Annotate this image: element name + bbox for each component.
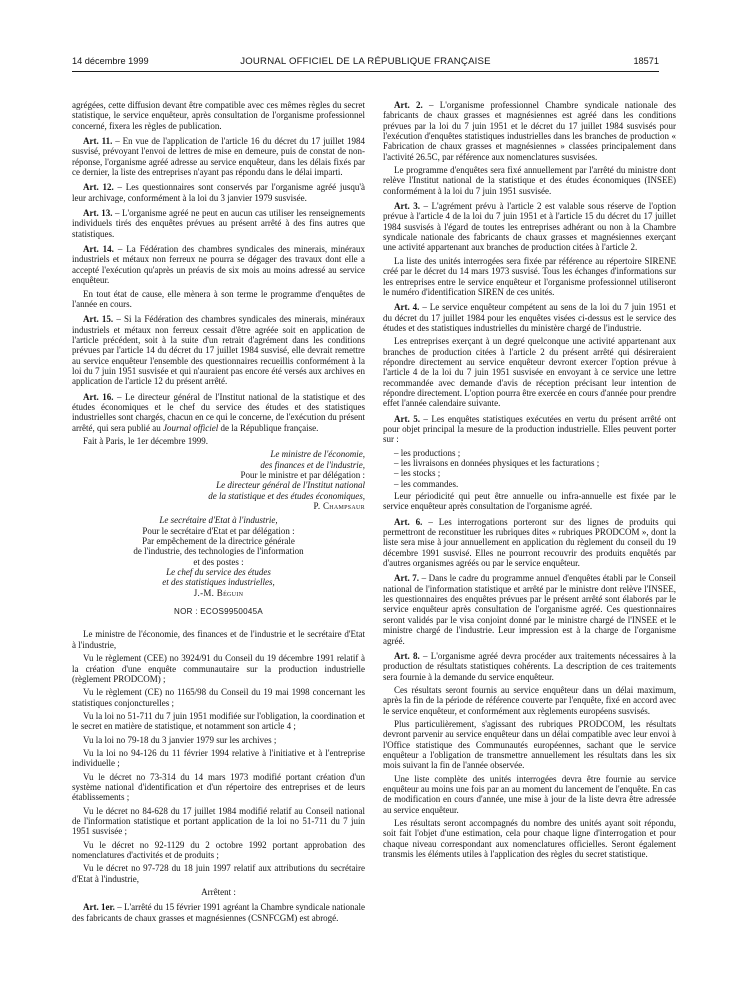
- signature-line: Par empêchement de la directrice générale: [142, 536, 295, 547]
- article-text: – Si la Fédération des chambres syndicales des minerais, minéraux industriels et métaux non ferreux cessait d'être agréée soit en application de l'article précédent, soit à la suite d'un retrait d'agrément dans les conditions prévues par l'article 14 du décret du 17 juillet 1984 susvisé, elle devrait remettre au service enquêteur l'ensemble des questionnaires recueillis conformément à la loi du 7 juin 1951 susvisée et qui n'auraient pas encore été versés aux archives en application de l'article 12 du présent arrêté.: [72, 314, 365, 387]
- article-text: – Les enquêtes statistiques exécutées en vertu du présent arrêté ont pour objet principal la mesure de la production industrielle. Elles peuvent porter sur :: [383, 413, 676, 445]
- vu-clause: Vu le règlement (CE) no 1165/98 du Conseil du 19 mai 1998 concernant les statistiques conjoncturelles ;: [72, 687, 365, 708]
- fait-a-paris: Fait à Paris, le 1er décembre 1999.: [83, 435, 208, 446]
- article-label: Art. 15.: [83, 314, 114, 325]
- vu-clause: Vu la loi no 79-18 du 3 janvier 1979 sur les archives ;: [83, 734, 277, 745]
- article-text: – L'arrêté du 15 février 1991 agréant la Chambre syndicale nationale des fabricants de chaux grasses et magnésiennes (CSNFCGM) est abrogé.: [72, 902, 365, 923]
- article-text: – En vue de l'application de l'article 16 du décret du 17 juillet 1984 susvisé, prévoyant l'envoi de lettres de mise en demeure, puis de constat de non-réponse, l'organisme agréé adresse au service enquêteur, dans les délais fixés par ce dernier, la liste des entreprises n'ayant pas répondu dans le délai imparti.: [72, 136, 365, 178]
- article-text: – Les interrogations porteront sur des lignes de produits qui permettront de reconstituer les rubriques dites « rubriques PRODCOM », dont la liste sera mise à jour annuellement en application du règlement du conseil du 19 décembre 1991 susvisé. Elles ne pourront recouvrir des produits enquêtés par d'autres organismes agréés ou par le service enquêteur.: [383, 516, 676, 569]
- article-8-paragraph: Ces résultats seront fournis au service enquêteur dans un délai maximum, après la fin de la période de référence couverte par l'enquête, fixé en accord avec le service enquêteur, et conformément aux règlements européens susvisés.: [383, 684, 676, 716]
- article-8: [383, 651, 676, 682]
- signature-line: Pour le ministre et par délégation :: [240, 470, 365, 480]
- header-page-number: 18571: [633, 56, 659, 66]
- article-text: – L'organisme agréé devra procéder aux traitements nécessaires à la production de résultats statistiques cohérents. La description de ces traitements sera fournie à la demande du service enquêteur.: [383, 650, 676, 682]
- article-14: [72, 244, 365, 285]
- vu-clause: Vu le décret no 97-728 du 18 juin 1997 relatif aux attributions du secrétaire d'Etat à l'industrie,: [72, 863, 365, 884]
- article-text: – L'organisme agréé ne peut en aucun cas utiliser les renseignements individuels tirés des enquêtes prévues au présent arrêté à des fins autres que statistiques.: [72, 208, 365, 239]
- list-item: – les productions ;: [394, 447, 461, 458]
- signature-block-minister: [72, 449, 365, 511]
- vu-clause: Vu le règlement (CEE) no 3924/91 du Conseil du 19 décembre 1991 relatif à la création d'une enquête communautaire sur la production industrielle (règlement PRODCOM) ;: [72, 653, 365, 684]
- page-header: [72, 56, 659, 70]
- article-label: Art. 12.: [83, 182, 114, 193]
- article-4-paragraph: Les entreprises exerçant à un degré quelconque une activité appartenant aux branches de production citées à l'article 2 du présent arrêté qui désireraient répondre directement au service enquêteur devront exercer l'option prévue à l'article 4 de la loi du 7 juin 1951 susvisée en envoyant à ce service une lettre recommandée avec demande d'avis de réception précisant leur intention de répondre directement. L'option pourra être exercée en cours d'année pour prendre effet l'année calendaire suivante.: [383, 336, 676, 409]
- article-1: [72, 902, 365, 923]
- preamble: Le ministre de l'économie, des finances et de l'industrie et le secrétaire d'Etat à l'industrie,: [72, 629, 365, 650]
- article-label: Art. 8.: [394, 650, 420, 661]
- nor-reference: NOR : ECOS9950045A: [174, 607, 263, 617]
- signature-line: Le chef du service des études: [166, 567, 271, 578]
- article-3-paragraph: La liste des unités interrogées sera fixée par référence au répertoire SIRENE créé par le décret du 14 mars 1973 susvisé. Tous les échanges d'informations sur les entreprises entre le service enquêteur et l'organisme professionnel utiliseront le numéro d'identification SIREN de ces unités.: [383, 255, 676, 297]
- article-2: [383, 100, 676, 162]
- article-label: Art. 2.: [394, 100, 423, 110]
- article-5-paragraph: Leur périodicité qui peut être annuelle ou infra-annuelle est fixée par le service enquêteur après consultation de l'organisme agréé.: [383, 491, 676, 512]
- article-7: [383, 573, 676, 645]
- signature-line: Le ministre de l'économie,: [270, 449, 365, 460]
- list-item: – les stocks ;: [394, 468, 441, 479]
- signatory-name: P. Champsaur: [313, 501, 365, 512]
- article-5-list: [383, 448, 676, 489]
- signature-line: et des statistiques industrielles,: [162, 577, 275, 588]
- signature-block-secretary: [72, 515, 365, 598]
- article-text: – Le service enquêteur compétent au sens de la loi du 7 juin 1951 et du décret du 17 juillet 1984 pour les enquêtes visées ci-dessus est le service des études et des statistiques industrielles du ministère chargé de l'industrie.: [383, 302, 676, 333]
- article-11: [72, 136, 365, 177]
- article-text: – L'organisme professionnel Chambre syndicale nationale des fabricants de chaux grasses et magnésiennes est agréé dans les conditions prévues par la loi du 7 juin 1951 et le décret du 17 juillet 1984 susvisés pour l'exécution d'enquêtes statistiques industrielles dans les branches de production « Fabrication de chaux grasses et magnésiennes » classées principalement dans l'activité 26.5C, par référence aux nomenclatures susvisées.: [383, 100, 676, 162]
- article-text: – L'agrément prévu à l'article 2 est valable sous réserve de l'option prévue à l'article 4 de la loi du 7 juin 1951 et à l'article 15 du décret du 17 juillet 1984 susvisés à l'égard de toutes les entreprises adhérant ou non à la Chambre syndicale nationale des fabricants de chaux grasses et magnésiennes exerçant une activité appartenant aux branches de production citées à l'article 2.: [383, 201, 677, 253]
- vu-clause: Vu le décret no 92-1129 du 2 octobre 1992 portant approbation des nomenclatures d'activités et de produits ;: [72, 839, 365, 860]
- article-4: [383, 302, 676, 333]
- article-label: Art. 14.: [83, 244, 114, 255]
- left-column: [72, 100, 365, 926]
- list-item: – les livraisons en données physiques et les facturations ;: [394, 458, 600, 468]
- article-text: – La Fédération des chambres syndicales des minerais, minéraux industriels et métaux non ferreux ne pourra se dégager des travaux dont elle a accepté l'exécution qu'après un préavis de six mois au moins adressé au service enquêteur.: [72, 244, 365, 286]
- article-label: Art. 13.: [83, 208, 113, 219]
- article-13: [72, 208, 365, 239]
- article-8-paragraph: Une liste complète des unités interrogées devra être fournie au service enquêteur au moins une fois par an au moment du lancement de l'enquête. En cas de modification en cours d'année, une mise à jour de la liste devra être adressée au service enquêteur.: [383, 773, 676, 815]
- signatory-name: J.-M. Béguin: [193, 587, 244, 598]
- article-label: Art. 4.: [394, 302, 420, 313]
- article-12: [72, 182, 365, 203]
- header-rule: [72, 71, 659, 72]
- vu-clause: Vu le décret no 84-628 du 17 juillet 1984 modifié relatif au Conseil national de l'information statistique et portant application de la loi no 51-711 du 7 juin 1951 susvisée ;: [72, 805, 365, 837]
- header-date: 14 décembre 1999: [72, 56, 149, 66]
- vu-clause: Vu la loi no 51-711 du 7 juin 1951 modifiée sur l'obligation, la coordination et le secret en matière de statistique, et notamment son article 4 ;: [72, 710, 365, 732]
- signature-line: Pour le secrétaire d'Etat et par délégation :: [142, 525, 295, 536]
- article-label: Art. 7.: [394, 573, 420, 584]
- header-journal-title: JOURNAL OFFICIEL DE LA RÉPUBLIQUE FRANÇAISE: [240, 56, 491, 67]
- article-8-paragraph: Les résultats seront accompagnés du nombre des unités ayant soit répondu, soit fait l'objet d'une estimation, cela pour chaque ligne d'interrogation et pour chaque niveau correspondant aux nomenclatures officielles. Seront également transmis les éléments utiles à l'application des règles du secret statistique.: [383, 818, 676, 860]
- article-3: [383, 201, 676, 253]
- article-16: [72, 392, 365, 433]
- signature-line: des finances et de l'industrie,: [260, 459, 365, 470]
- article-text: – Le directeur général de l'Institut national de la statistique et des études économiques et le chef du service des études et des statistiques industrielles sont chargés, chacun en ce qui le concerne, de l'exécution du présent arrêté, qui sera publié au: [72, 391, 365, 433]
- signature-line: Le directeur général de l'Institut national: [216, 480, 365, 491]
- article-text: – Les questionnaires sont conservés par l'organisme agréé jusqu'à leur archivage, conformément à la loi du 3 janvier 1979 susvisée.: [72, 182, 365, 203]
- article-text: – Dans le cadre du programme annuel d'enquêtes établi par le Conseil national de l'information statistique et arrêté par le ministre dont relève l'INSEE, les questionnaires des enquêtes prévues par le présent arrêté sont élaborés par le service enquêteur après consultation de l'organisme agréé. Ces questionnaires seront validés par le visa conjoint donné par le ministre chargé de l'INSEE et le ministre chargé de l'industrie. Leur impression est à la charge de l'organisme agréé.: [383, 573, 676, 646]
- article-text-end: de la République française.: [218, 422, 319, 433]
- vu-clause: Vu le décret no 73-314 du 14 mars 1973 modifié portant création d'un système national d'identification et d'un répertoire des entreprises et de leurs établissements ;: [72, 771, 365, 803]
- paragraph-continued: agrégées, cette diffusion devant être compatible avec ces mêmes règles du secret statistique, le service enquêteur, après consultation de l'organisme professionnel concerné, fixera les règles de publication.: [72, 100, 365, 131]
- article-label: Art. 11.: [83, 136, 113, 147]
- article-8-paragraph: Plus particulièrement, s'agissant des rubriques PRODCOM, les résultats devront parvenir au service enquêteur dans un délai compatible avec leur envoi à l'Office statistique des Communautés européennes, sachant que le service enquêteur a l'obligation de transmettre annuellement les résultats dans les six mois suivant la fin de l'année observée.: [383, 718, 676, 771]
- article-15: [72, 314, 365, 386]
- article-label: Art. 3.: [394, 201, 420, 212]
- arretent: Arrêtent :: [201, 887, 236, 898]
- article-label: Art. 5.: [394, 413, 420, 424]
- signature-line: et des postes :: [193, 556, 244, 567]
- article-label: Art. 6.: [394, 516, 423, 527]
- journal-officiel-ref: Journal officiel: [162, 422, 219, 433]
- article-label: Art. 1er.: [83, 902, 115, 913]
- list-item: – les commandes.: [394, 478, 459, 489]
- signature-line: Le secrétaire d'Etat à l'industrie,: [159, 515, 278, 526]
- right-column: [383, 100, 676, 862]
- article-2-paragraph: Le programme d'enquêtes sera fixé annuellement par l'arrêté du ministre dont relève l'Institut national de la statistique et des études économiques (INSEE) conformément à la loi du 7 juin 1951 susvisée.: [383, 165, 676, 196]
- article-label: Art. 16.: [83, 391, 114, 402]
- signature-line: de l'industrie, des technologies de l'information: [133, 546, 304, 557]
- article-5: [383, 414, 676, 445]
- vu-clause: Vu la loi no 94-126 du 11 février 1994 relative à l'initiative et à l'entreprise individuelle ;: [72, 747, 365, 769]
- article-6: [383, 517, 676, 569]
- signature-line: de la statistique et des études économiques,: [208, 490, 365, 501]
- article-14-paragraph: En tout état de cause, elle mènera à son terme le programme d'enquêtes de l'année en cours.: [72, 288, 365, 309]
